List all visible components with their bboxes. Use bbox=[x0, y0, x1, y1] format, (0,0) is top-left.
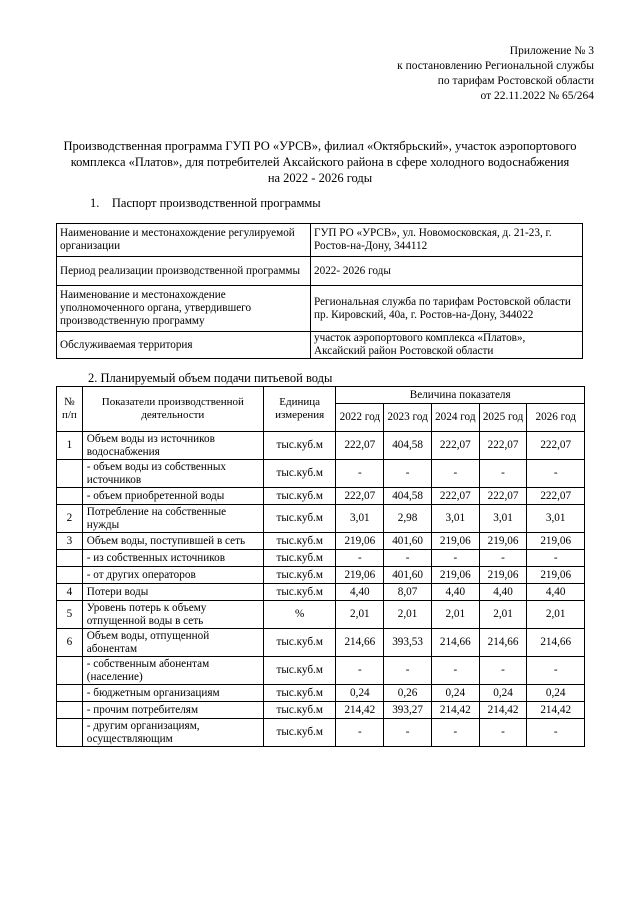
row-unit: тыс.куб.м bbox=[263, 629, 336, 657]
row-unit: тыс.куб.м bbox=[263, 488, 336, 505]
table-row bbox=[57, 719, 585, 747]
row-value: 393,27 bbox=[384, 702, 432, 719]
passport-row bbox=[57, 286, 583, 332]
passport-row bbox=[57, 224, 583, 257]
row-value: 0,24 bbox=[527, 685, 585, 702]
row-indicator: - бюджетным организациям bbox=[82, 685, 263, 702]
row-value: - bbox=[336, 460, 384, 488]
row-value: 393,53 bbox=[384, 629, 432, 657]
row-number: 2 bbox=[57, 505, 83, 533]
row-value: - bbox=[384, 719, 432, 747]
table-row bbox=[57, 460, 585, 488]
row-value: - bbox=[527, 657, 585, 685]
row-value: 2,01 bbox=[431, 601, 479, 629]
row-value: 219,06 bbox=[336, 567, 384, 584]
row-value: - bbox=[384, 550, 432, 567]
row-unit: тыс.куб.м bbox=[263, 584, 336, 601]
volume-table bbox=[56, 386, 585, 747]
row-number bbox=[57, 550, 83, 567]
row-value: 222,07 bbox=[527, 488, 585, 505]
row-number: 6 bbox=[57, 629, 83, 657]
row-value: 222,07 bbox=[431, 488, 479, 505]
table-row bbox=[57, 685, 585, 702]
row-value: 3,01 bbox=[431, 505, 479, 533]
year-header: 2022 год bbox=[336, 404, 384, 432]
row-value: - bbox=[479, 550, 527, 567]
document-title bbox=[56, 138, 584, 186]
row-number: 4 bbox=[57, 584, 83, 601]
table-row bbox=[57, 488, 585, 505]
row-indicator: - прочим потребителям bbox=[82, 702, 263, 719]
row-value: 214,66 bbox=[479, 629, 527, 657]
appendix-line-3: по тарифам Ростовской области bbox=[437, 75, 594, 87]
row-indicator: - из собственных источников bbox=[82, 550, 263, 567]
row-value: 0,24 bbox=[431, 685, 479, 702]
table-row bbox=[57, 702, 585, 719]
passport-value: 2022- 2026 годы bbox=[311, 257, 583, 286]
row-value: - bbox=[479, 657, 527, 685]
row-value: 214,42 bbox=[336, 702, 384, 719]
passport-label: Наименование и местонахождение регулируемой организации bbox=[57, 224, 311, 257]
row-value: 401,60 bbox=[384, 533, 432, 550]
appendix-block bbox=[397, 44, 594, 104]
row-value: 222,07 bbox=[336, 432, 384, 460]
row-value: - bbox=[479, 719, 527, 747]
col-value-header: Величина показателя bbox=[336, 387, 585, 404]
row-value: 219,06 bbox=[527, 567, 585, 584]
row-value: 2,01 bbox=[479, 601, 527, 629]
col-unit-header: Единица измерения bbox=[263, 387, 336, 432]
row-value: - bbox=[384, 460, 432, 488]
row-unit: тыс.куб.м bbox=[263, 685, 336, 702]
row-indicator: Объем воды из источников водоснабжения bbox=[82, 432, 263, 460]
row-number bbox=[57, 702, 83, 719]
row-unit: тыс.куб.м bbox=[263, 702, 336, 719]
row-indicator: - от других операторов bbox=[82, 567, 263, 584]
title-line-3: на 2022 - 2026 годы bbox=[267, 171, 373, 185]
row-value: 219,06 bbox=[479, 567, 527, 584]
section-1-heading bbox=[90, 196, 321, 211]
table-row bbox=[57, 533, 585, 550]
appendix-line-4: от 22.11.2022 № 65/264 bbox=[480, 90, 594, 102]
row-number: 1 bbox=[57, 432, 83, 460]
table-row bbox=[57, 629, 585, 657]
row-unit: тыс.куб.м bbox=[263, 505, 336, 533]
section-1-number: 1. bbox=[90, 196, 100, 210]
appendix-line-1: Приложение № 3 bbox=[509, 45, 594, 57]
row-value: 4,40 bbox=[431, 584, 479, 601]
row-indicator: Объем воды, отпущенной абонентам bbox=[82, 629, 263, 657]
row-value: 3,01 bbox=[479, 505, 527, 533]
row-value: 401,60 bbox=[384, 567, 432, 584]
row-number bbox=[57, 719, 83, 747]
col-indicator-header: Показатели производственной деятельности bbox=[82, 387, 263, 432]
row-value: 2,01 bbox=[336, 601, 384, 629]
row-value: 2,01 bbox=[384, 601, 432, 629]
row-value: 214,42 bbox=[527, 702, 585, 719]
row-value: 214,66 bbox=[336, 629, 384, 657]
row-value: 222,07 bbox=[479, 432, 527, 460]
row-value: - bbox=[431, 719, 479, 747]
row-value: 2,98 bbox=[384, 505, 432, 533]
row-value: 219,06 bbox=[336, 533, 384, 550]
passport-row bbox=[57, 257, 583, 286]
row-value: - bbox=[479, 460, 527, 488]
row-value: 404,58 bbox=[384, 432, 432, 460]
row-value: 0,26 bbox=[384, 685, 432, 702]
row-unit: тыс.куб.м bbox=[263, 567, 336, 584]
row-value: - bbox=[431, 550, 479, 567]
passport-label: Наименование и местонахождение уполномоченного органа, утвердившего производственную программу bbox=[57, 286, 311, 332]
table-row bbox=[57, 550, 585, 567]
passport-value: Региональная служба по тарифам Ростовской области пр. Кировский, 40а, г. Ростов-на-Дону, 344022 bbox=[311, 286, 583, 332]
row-value: 0,24 bbox=[479, 685, 527, 702]
row-value: 219,06 bbox=[527, 533, 585, 550]
row-number: 3 bbox=[57, 533, 83, 550]
row-value: 4,40 bbox=[527, 584, 585, 601]
row-unit: тыс.куб.м bbox=[263, 550, 336, 567]
row-unit: тыс.куб.м bbox=[263, 432, 336, 460]
row-indicator: - другим организациям, осуществляющим bbox=[82, 719, 263, 747]
row-value: 222,07 bbox=[431, 432, 479, 460]
row-indicator: Потребление на собственные нужды bbox=[82, 505, 263, 533]
section-2-heading: 2. Планируемый объем подачи питьевой воды bbox=[88, 371, 333, 385]
row-unit: тыс.куб.м bbox=[263, 460, 336, 488]
row-value: 219,06 bbox=[479, 533, 527, 550]
passport-label: Обслуживаемая территория bbox=[57, 332, 311, 359]
col-num-header: № п/п bbox=[57, 387, 83, 432]
row-indicator: - собственным абонентам (население) bbox=[82, 657, 263, 685]
table-row bbox=[57, 505, 585, 533]
section-1-title: Паспорт производственной программы bbox=[111, 196, 321, 210]
table-row bbox=[57, 432, 585, 460]
row-unit: тыс.куб.м bbox=[263, 533, 336, 550]
appendix-line-2: к постановлению Региональной службы bbox=[397, 60, 594, 72]
title-line-2: комплекса «Платов», для потребителей Аксайского района в сфере холодного водоснабжения bbox=[70, 155, 570, 169]
year-header: 2023 год bbox=[384, 404, 432, 432]
volume-table-body bbox=[57, 432, 585, 747]
row-value: 2,01 bbox=[527, 601, 585, 629]
row-value: 219,06 bbox=[431, 533, 479, 550]
row-number bbox=[57, 460, 83, 488]
row-value: 3,01 bbox=[336, 505, 384, 533]
row-number bbox=[57, 685, 83, 702]
row-number bbox=[57, 488, 83, 505]
row-number bbox=[57, 567, 83, 584]
passport-value: участок аэропортового комплекса «Платов», Аксайский район Ростовской области bbox=[311, 332, 583, 359]
table-row bbox=[57, 657, 585, 685]
volume-header-row bbox=[57, 387, 585, 404]
row-value: 4,40 bbox=[479, 584, 527, 601]
year-header: 2024 год bbox=[431, 404, 479, 432]
row-value: 222,07 bbox=[479, 488, 527, 505]
passport-value: ГУП РО «УРСВ», ул. Новомосковская, д. 21-23, г. Ростов-на-Дону, 344112 bbox=[311, 224, 583, 257]
row-value: 214,66 bbox=[527, 629, 585, 657]
row-value: - bbox=[527, 719, 585, 747]
year-header: 2026 год bbox=[527, 404, 585, 432]
row-unit: тыс.куб.м bbox=[263, 657, 336, 685]
row-value: - bbox=[527, 460, 585, 488]
row-indicator: - объем приобретенной воды bbox=[82, 488, 263, 505]
row-indicator: Объем воды, поступившей в сеть bbox=[82, 533, 263, 550]
row-number bbox=[57, 657, 83, 685]
row-value: 214,42 bbox=[479, 702, 527, 719]
row-unit: % bbox=[263, 601, 336, 629]
table-row bbox=[57, 584, 585, 601]
row-indicator: - объем воды из собственных источников bbox=[82, 460, 263, 488]
row-value: 214,42 bbox=[431, 702, 479, 719]
row-value: - bbox=[527, 550, 585, 567]
row-value: 222,07 bbox=[336, 488, 384, 505]
row-unit: тыс.куб.м bbox=[263, 719, 336, 747]
row-value: 214,66 bbox=[431, 629, 479, 657]
row-value: 404,58 bbox=[384, 488, 432, 505]
row-value: 219,06 bbox=[431, 567, 479, 584]
row-number: 5 bbox=[57, 601, 83, 629]
passport-label: Период реализации производственной программы bbox=[57, 257, 311, 286]
passport-row bbox=[57, 332, 583, 359]
year-header: 2025 год bbox=[479, 404, 527, 432]
row-value: - bbox=[431, 460, 479, 488]
row-value: - bbox=[336, 719, 384, 747]
row-value: 3,01 bbox=[527, 505, 585, 533]
row-value: 8,07 bbox=[384, 584, 432, 601]
title-line-1: Производственная программа ГУП РО «УРСВ», филиал «Октябрьский», участок аэропортового bbox=[63, 139, 577, 153]
row-value: - bbox=[336, 657, 384, 685]
row-value: 0,24 bbox=[336, 685, 384, 702]
row-value: 4,40 bbox=[336, 584, 384, 601]
table-row bbox=[57, 567, 585, 584]
passport-table bbox=[56, 223, 583, 359]
row-indicator: Потери воды bbox=[82, 584, 263, 601]
row-value: 222,07 bbox=[527, 432, 585, 460]
row-indicator: Уровень потерь к объему отпущенной воды в сеть bbox=[82, 601, 263, 629]
row-value: - bbox=[384, 657, 432, 685]
row-value: - bbox=[431, 657, 479, 685]
row-value: - bbox=[336, 550, 384, 567]
table-row bbox=[57, 601, 585, 629]
